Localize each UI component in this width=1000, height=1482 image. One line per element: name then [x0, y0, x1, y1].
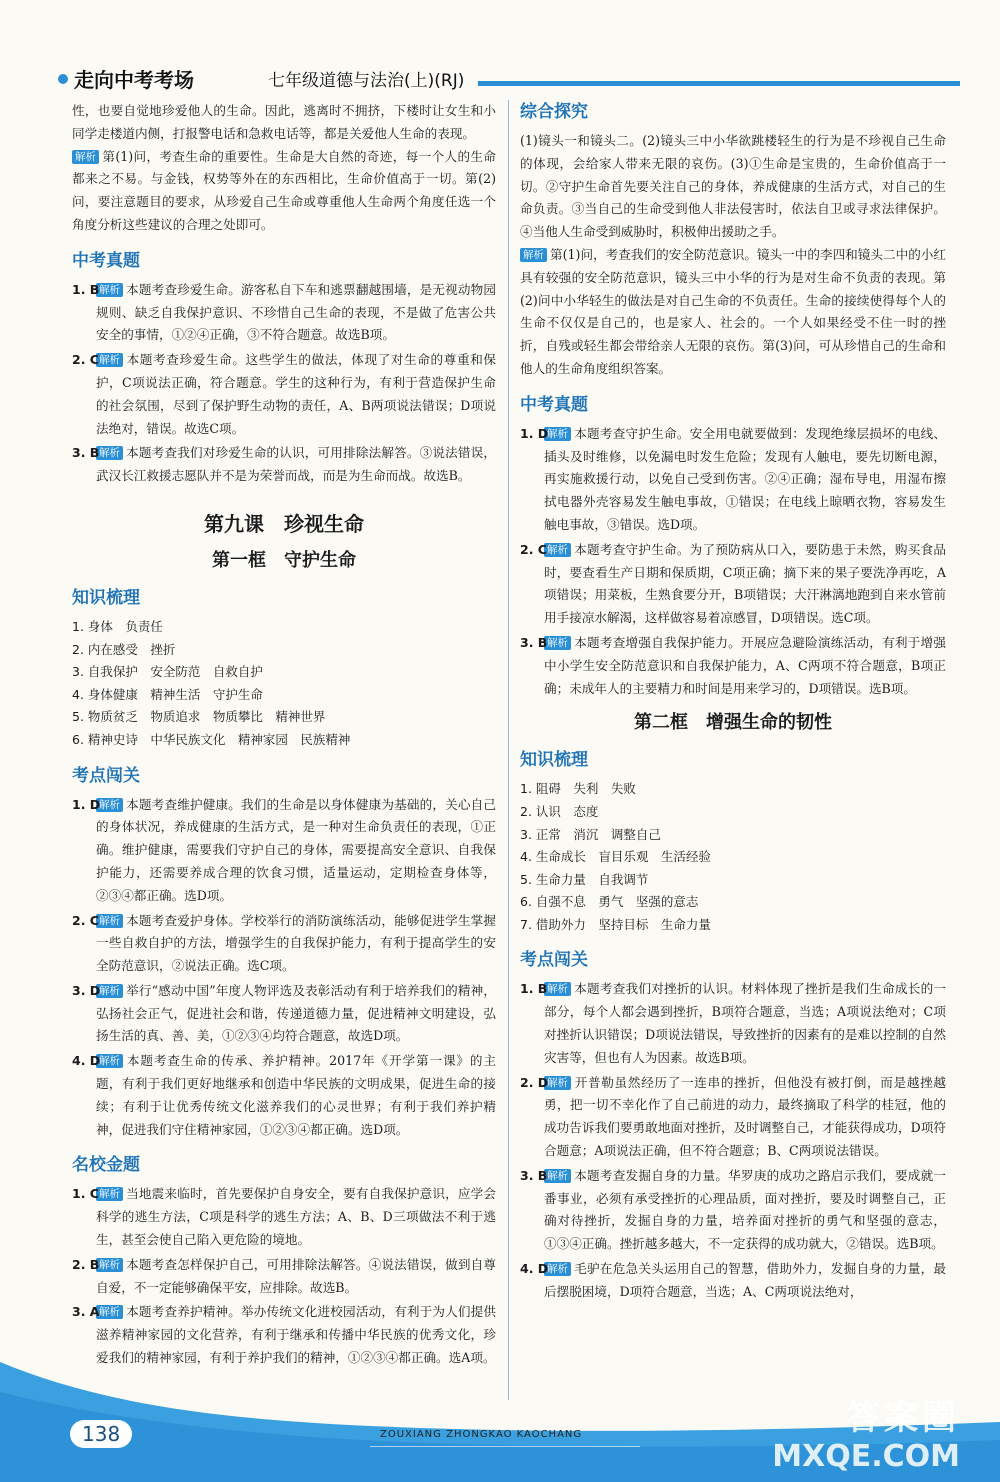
- intro-analysis: 解析 第(1)问，考查生命的重要性。生命是大自然的奇迹，每一个人的生命都来之不易。与金钱，权势等外在的东西相比，生命价值高于一切。第(2)问，要注意题目的要求，从珍爱自己生命或尊重他人生命两个角度任选一个角度分析这些建议的合理之处即可。: [72, 148, 496, 232]
- list-item: 3. D 解析 举行“感动中国”年度人物评选及表彰活动有利于培养我们的精神，弘扬社会正气，促进社会和谐，传递道德力量，促进精神文明建设，弘扬生活的真、善、美，①②③④均符合题意，故选D项。: [72, 982, 496, 1044]
- list-item: 2. C 解析 本题考查守护生命。为了预防病从口入，要防患于未然，购买食品时，要查看生产日期和保质期，C项正确；摘下来的果子要洗净再吃，A项错误；用菜板，生熟食要分开，B项错误；大汗淋漓地跑到自来水管前用手接凉水解渴，这样做容易着凉感冒，D项错误。选C项。: [520, 541, 946, 626]
- knowledge-list: [520, 778, 946, 936]
- list-item: 2. C 解析 本题考查珍爱生命。这些学生的做法，体现了对生命的尊重和保护，C项说法正确，符合题意。学生的这种行为，有利于营造保护生命的社会氛围，尽到了保护野生动物的责任，A、B两项说法错误；D项说法绝对，错误。故选C项。: [72, 352, 496, 436]
- left-column: [72, 100, 496, 1372]
- list-item: 1. D 解析 本题考查维护健康。我们的生命是以身体健康为基础的，关心自己的身体状况，养成健康的生活方式，是一种对生命负责任的表现，①正确。维护健康，需要我们守护自己的身体，需要提高安全意识、自我保护能力，还需要养成合理的饮食习惯，适量运动，定期检查身体等，②③④都正确。选D项。: [72, 796, 496, 903]
- zonghe-analysis: 解析 第(1)问，考查我们的安全防范意识。镜头一中的李四和镜头二中的小红具有较强的安全防范意识，镜头三中小华的行为是对生命不负责的表现。第(2)问中小华轻生的做法是对自己生命的不负责任。生命的接续使得每个人的生命不仅仅是自己的，也是家人、社会的。一个人如果经受不住一时的挫折，自残或轻生都会带给亲人无限的哀伤。第(3)问，可从珍惜自己的生命和他人的生命角度组织答案。: [520, 246, 946, 376]
- list-item: 4. 生命成长 盲目乐观 生活经验: [520, 849, 711, 865]
- analysis-tag: 解析: [72, 150, 99, 164]
- watermark-logo: 答案圈: [846, 1398, 960, 1438]
- list-item: 4. D 解析 本题考查生命的传承、养护精神。2017年《开学第一课》的主题，有利于我们更好地继承和创造中华民族的文明成果，促进生命的接续；有利于让优秀传统文化滋养我们的心灵世界；有利于我们养护精神，促进我们守住精神家园，①②③④都正确。选D项。: [72, 1053, 496, 1137]
- header-brand: 走向中考考场: [74, 68, 194, 92]
- list-item: 1. B 解析 本题考查珍爱生命。游客私自下车和逃票翻越围墙，是无视动物园规则、缺乏自我保护意识、不珍惜自己生命的表现，不是做了危害公共安全的事情，①②④正确，③不符合题意。故选B项。: [72, 281, 496, 343]
- section-heading-mingxiao: 名校金题: [72, 1155, 140, 1176]
- list-item: 2. C 解析 本题考查爱护身体。学校举行的消防演练活动，能够促进学生掌握一些自救自护的方法，增强学生的自我保护能力，有利于提高学生的安全防范意识，②说法正确。选C项。: [72, 912, 496, 974]
- list-item: 1. 身体 负责任: [72, 618, 163, 634]
- list-item: 1. D 解析 本题考查守护生命。安全用电就要做到：发现绝缘层损坏的电线、插头及时维修，以免漏电时发生危险；发现有人触电，要先切断电源，再实施救援行动，以免自己受到伤害。②④正确；湿布导电，用湿布擦拭电器外壳容易发生触电事故，①错误；在电线上晾晒衣物，容易发生触电事故，③错误。选D项。: [520, 425, 946, 532]
- header-subtitle: 七年级道德与法治(上)(RJ): [268, 71, 465, 91]
- page-number: 138: [70, 1420, 132, 1448]
- list-item: 5. 物质贫乏 物质追求 物质攀比 精神世界: [72, 709, 326, 725]
- page-header: [58, 62, 960, 96]
- list-item: 2. 内在感受 挫折: [72, 641, 176, 657]
- column-divider: [508, 100, 509, 1400]
- lesson-title: 第九课 珍视生命: [204, 511, 364, 536]
- list-item: 1. B 解析 本题考查我们对挫折的认识。材料体现了挫折是我们生命成长的一部分，每个人都会遇到挫折，B项符合题意，当选；A项说法绝对；C项对挫折认识错误；D项说法错误，导致挫折的因素有的是难以控制的自然灾害等，但也有人为因素。故选B项。: [520, 981, 946, 1065]
- watermark-url: MXQE.COM: [772, 1439, 960, 1474]
- page-footer: [0, 1352, 1000, 1482]
- footer-pinyin: ZOUXIANG ZHONGKAO KAOCHANG: [380, 1429, 583, 1440]
- section-heading-zhongkao: 中考真题: [72, 250, 140, 271]
- intro-paragraph: 性，也要自觉地珍爱他人的生命。因此，逃离时不拥挤，下楼时让女生和小同学走楼道内侧，打报警电话和急救电话等，都是关爱他人生命的表现。: [72, 103, 496, 141]
- section-heading-kaodian: 考点闯关: [520, 950, 588, 971]
- list-item: 3. 正常 消沉 调整自己: [520, 826, 661, 842]
- knowledge-list: [72, 616, 496, 752]
- list-item: 7. 借助外力 坚持目标 生命力量: [520, 916, 711, 932]
- list-item: 1. C 解析 当地震来临时，首先要保护自身安全，要有自我保护意识，应学会科学的逃生方法，C项是科学的逃生方法；A、B、D三项做法不利于逃生，甚至会使自己陷入更危险的境地。: [72, 1186, 496, 1248]
- list-item: 3. B 解析 本题考查发掘自身的力量。华罗庚的成功之路启示我们，要成就一番事业，必须有承受挫折的心理品质，面对挫折，要及时调整自己，正确对待挫折，发掘自身的力量，培养面对挫折的勇气和坚强的意志，①③④正确。挫折越多越大，不一定获得的成功就大，②错误。选B项。: [520, 1167, 946, 1252]
- list-item: 6. 精神史诗 中华民族文化 精神家园 民族精神: [72, 731, 351, 747]
- zonghe-answer: (1)镜头一和镜头二。(2)镜头三中小华欲跳楼轻生的行为是不珍视自己生命的体现，会给家人带来无限的哀伤。(3)①生命是宝贵的，生命价值高于一切。②守护生命首先要关注自己的身体，养成健康的生活方式，对自己的生命负责。③当自己的生命受到他人非法侵害时，依法自卫或寻求法律保护。④当他人生命受到威胁时，积极伸出援助之手。: [520, 133, 946, 240]
- section-heading-zhongkao: 中考真题: [520, 394, 588, 415]
- list-item: 6. 自强不息 勇气 坚强的意志: [520, 894, 699, 910]
- section-heading-zhishi: 知识梳理: [72, 587, 140, 608]
- section-heading-zonghe: 综合探究: [520, 102, 588, 122]
- header-rule: [478, 81, 960, 86]
- section-heading-zhishi: 知识梳理: [520, 750, 588, 771]
- list-item: 5. 生命力量 自我调节: [520, 871, 649, 887]
- list-item: 1. 阻碍 失利 失败: [520, 781, 636, 797]
- header-dot-icon: [58, 74, 68, 84]
- list-item: 4. 身体健康 精神生活 守护生命: [72, 686, 263, 702]
- watermark: [772, 1390, 960, 1474]
- list-item: 3. B 解析 本题考查我们对珍爱生命的认识，可用排除法解答。③说法错误，武汉长江救援志愿队并不是为荣誉而战，而是为生命而战。故选B。: [72, 445, 496, 484]
- list-item: 3. A 解析 本题考查养护精神。举办传统文化进校园活动，有利于为人们提供滋养精神家园的文化营养，有利于继承和传播中华民族的优秀文化，珍爱我们的精神家园，有利于养护我们的精神，①②③④都正确。选A项。: [72, 1304, 496, 1366]
- section-heading-kaodian: 考点闯关: [72, 765, 140, 786]
- right-column: [520, 100, 946, 1306]
- frame-title: 第二框 增强生命的韧性: [634, 712, 832, 734]
- list-item: 2. D 解析 开普勒虽然经历了一连串的挫折，但他没有被打倒，而是越挫越勇，把一切不幸化作了自己前进的动力，最终摘取了科学的桂冠，他的成功告诉我们要勇敢地面对挫折，及时调整自己，才能获得成功，D项符合题意；A项说法正确，但不符合题意；B、C两项说法错误。: [520, 1074, 946, 1159]
- list-item: 2. 认识 态度: [520, 803, 599, 819]
- frame-title: 第一框 守护生命: [212, 549, 356, 571]
- list-item: 3. B 解析 本题考查增强自我保护能力。开展应急避险演练活动，有利于增强中小学生安全防范意识和自我保护能力，A、C两项不符合题意，B项正确；未成年人的主要精力和时间是用来学习的，D项错误。选B项。: [520, 634, 946, 696]
- list-item: 3. 自我保护 安全防范 自救自护: [72, 664, 263, 680]
- list-item: 4. D 解析 毛驴在危急关头运用自己的智慧，借助外力，发掘自身的力量，最后摆脱困境，D项符合题意，当选；A、C两项说法绝对，: [520, 1261, 946, 1299]
- list-item: 2. B 解析 本题考查怎样保护自己，可用排除法解答。④说法错误，做到自尊自爱，不一定能够确保平安，应排除。故选B。: [72, 1256, 496, 1295]
